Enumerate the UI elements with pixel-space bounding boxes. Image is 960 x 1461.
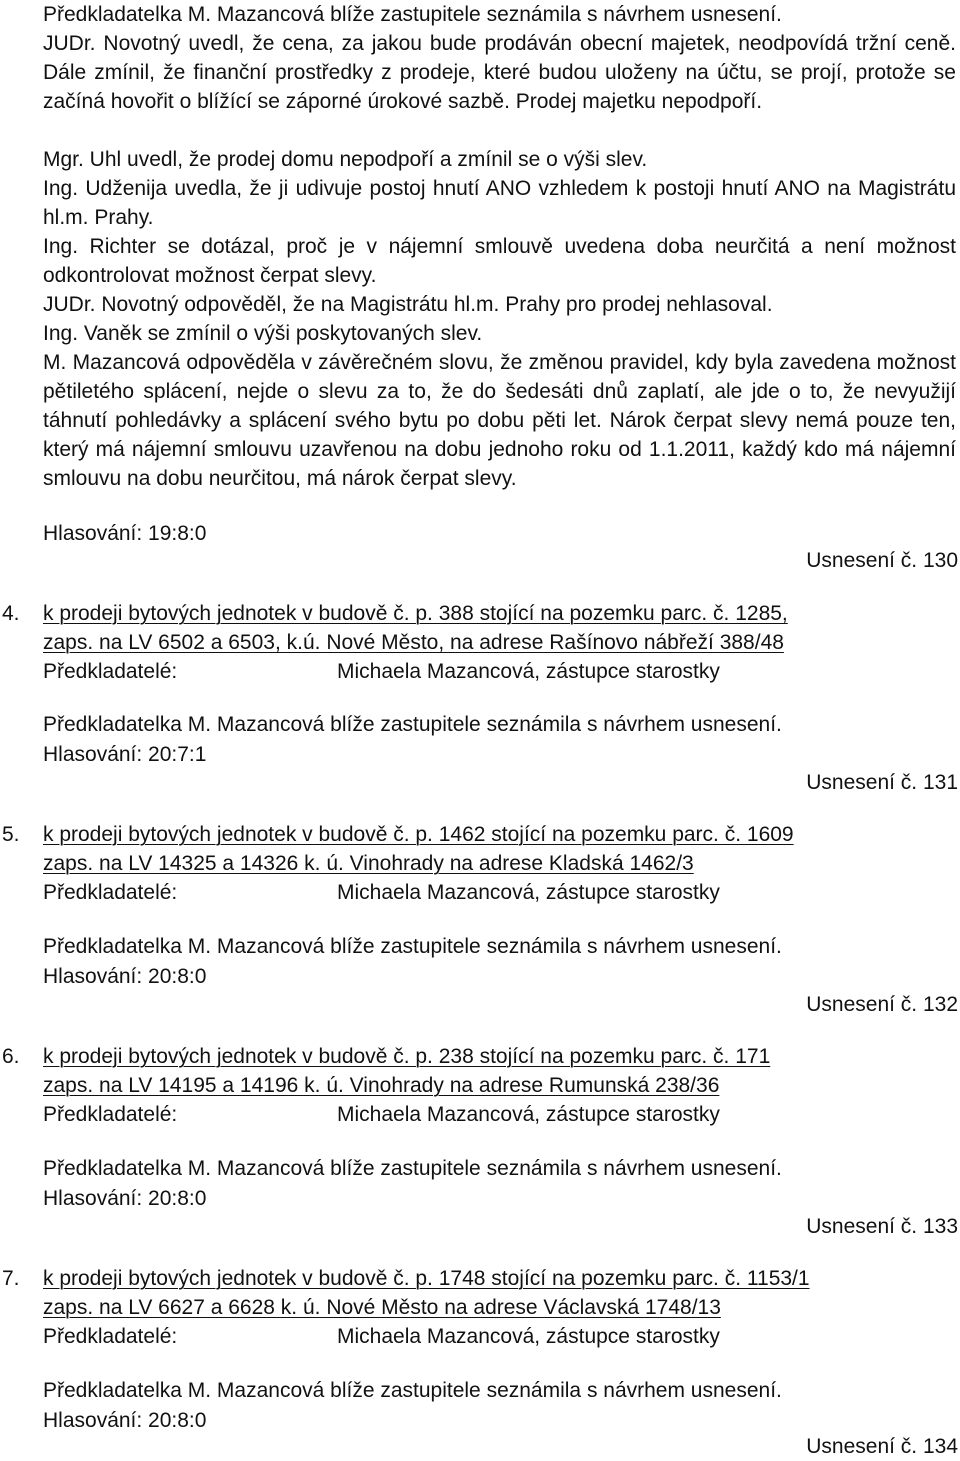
novotny-reply: JUDr. Novotný odpověděl, že na Magistrátu hl.m. Prahy pro prodej nehlasoval. xyxy=(43,293,773,316)
presenters-label: Předkladatelé: xyxy=(43,660,178,683)
item-number: 5. xyxy=(2,823,20,846)
item-intro: Předkladatelka M. Mazancová blíže zastupitele seznámila s návrhem usnesení. xyxy=(43,935,782,958)
resolution-number: Usnesení č. 133 xyxy=(806,1215,958,1238)
presenters-value: Michaela Mazancová, zástupce starostky xyxy=(337,881,720,904)
novotny-statement: JUDr. Novotný uvedl, že cena, za jakou bude prodáván obecní majetek, neodpovídá tržní ceně. Dále zmínil, že finanční prostředky z prodeje, které budou uloženy na účtu, se projí, protože se začíná hovořit o blížící se záporné úrokové sazbě. Prodej majetku nepodpoří. xyxy=(43,32,956,113)
item-title-line: zaps. na LV 6502 a 6503, k.ú. Nové Město, na adrese Rašínovo nábřeží 388/48 xyxy=(43,631,784,654)
vote-result: Hlasování: 20:8:0 xyxy=(43,1409,207,1432)
presenters-value: Michaela Mazancová, zástupce starostky xyxy=(337,660,720,683)
item-title-line: zaps. na LV 6627 a 6628 k. ú. Nové Město na adrese Václavská 1748/13 xyxy=(43,1296,721,1319)
item-title-line: k prodeji bytových jednotek v budově č. p. 1748 stojící na pozemku parc. č. 1153/1 xyxy=(43,1267,810,1290)
item-title-line: k prodeji bytových jednotek v budově č. p. 238 stojící na pozemku parc. č. 171 xyxy=(43,1045,771,1068)
intro-paragraph: Předkladatelka M. Mazancová blíže zastupitele seznámila s návrhem usnesení. xyxy=(43,3,782,26)
presenters-value: Michaela Mazancová, zástupce starostky xyxy=(337,1103,720,1126)
presenters-label: Předkladatelé: xyxy=(43,1103,178,1126)
item-title-line: k prodeji bytových jednotek v budově č. p. 1462 stojící na pozemku parc. č. 1609 xyxy=(43,823,794,846)
vote-result: Hlasování: 20:8:0 xyxy=(43,1187,207,1210)
vote-result: Hlasování: 20:8:0 xyxy=(43,965,207,988)
item-title xyxy=(43,820,794,878)
uhl-statement: Mgr. Uhl uvedl, že prodej domu nepodpoří a zmínil se o výši slev. xyxy=(43,148,648,171)
item-intro: Předkladatelka M. Mazancová blíže zastupitele seznámila s návrhem usnesení. xyxy=(43,1157,782,1180)
resolution-number: Usnesení č. 134 xyxy=(806,1435,958,1458)
item-title xyxy=(43,1264,810,1322)
item-title-line: zaps. na LV 14325 a 14326 k. ú. Vinohrady na adrese Kladská 1462/3 xyxy=(43,852,694,875)
item-title-line: zaps. na LV 14195 a 14196 k. ú. Vinohrady na adrese Rumunská 238/36 xyxy=(43,1074,720,1097)
presenters-value: Michaela Mazancová, zástupce starostky xyxy=(337,1325,720,1348)
item-number: 4. xyxy=(2,602,20,625)
mazancova-closing: M. Mazancová odpověděla v závěrečném slovu, že změnou pravidel, kdy byla zavedena možnost pětiletého splácení, nejde o slevu za to, že do šedesáti dnů zaplatí, ale jde o to, že nevyužijí táhnutí pohledávky a splácení svého bytu po dobu pěti let. Nárok čerpat slevy nemá pouze ten, který má nájemní smlouvu uzavřenou na dobu jednoho roku od 1.1.2011, každý kdo má nájemní smlouvu na dobu neurčitou, má nárok čerpat slevy. xyxy=(43,351,956,490)
vanek-statement: Ing. Vaněk se zmínil o výši poskytovaných slev. xyxy=(43,322,483,345)
presenters-label: Předkladatelé: xyxy=(43,881,178,904)
item-title xyxy=(43,599,788,657)
item-number: 7. xyxy=(2,1267,20,1290)
item-title xyxy=(43,1042,770,1100)
vote-result: Hlasování: 19:8:0 xyxy=(43,522,207,545)
resolution-number: Usnesení č. 131 xyxy=(806,771,958,794)
resolution-number: Usnesení č. 130 xyxy=(806,549,958,572)
item-number: 6. xyxy=(2,1045,20,1068)
item-intro: Předkladatelka M. Mazancová blíže zastupitele seznámila s návrhem usnesení. xyxy=(43,713,782,736)
richter-question: Ing. Richter se dotázal, proč je v nájemní smlouvě uvedena doba neurčitá a není možnost odkontrolovat možnost čerpat slevy. xyxy=(43,235,956,287)
item-title-line: k prodeji bytových jednotek v budově č. p. 388 stojící na pozemku parc. č. 1285, xyxy=(43,602,788,625)
presenters-label: Předkladatelé: xyxy=(43,1325,178,1348)
item-intro: Předkladatelka M. Mazancová blíže zastupitele seznámila s návrhem usnesení. xyxy=(43,1379,782,1402)
vote-result: Hlasování: 20:7:1 xyxy=(43,743,207,766)
udzenija-statement: Ing. Udženija uvedla, že ji udivuje postoj hnutí ANO vzhledem k postoji hnutí ANO na Magistrátu hl.m. Prahy. xyxy=(43,177,956,229)
resolution-number: Usnesení č. 132 xyxy=(806,993,958,1016)
